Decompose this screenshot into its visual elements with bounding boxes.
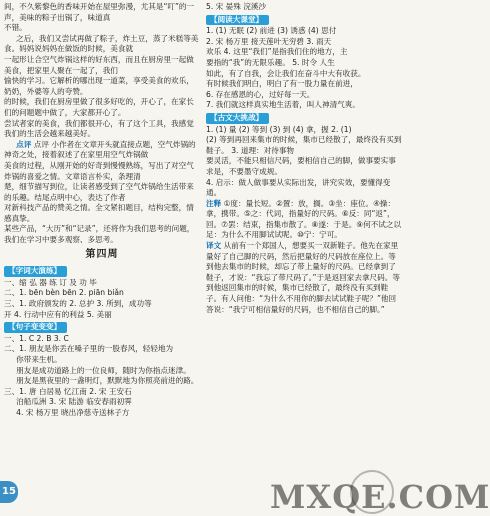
left-paragraph: 间，不久紫黎色的香味开始在屋里弥漫，尤其是“叮”的一声，美味的粽子出锅了，味道真 (4, 2, 195, 22)
vocab-item: 三、1. 政府颁发的 2. 总护 3. 所到，成功等 (4, 299, 152, 309)
notes-label: 注释 (206, 198, 222, 208)
reading-item: 有时候我们明白，明白了有一股力量在前进， (206, 79, 358, 89)
sentence-item: 一、1. C 2. B 3. C (4, 333, 69, 343)
section-heading-vocab: 【字词大演练】 (4, 266, 67, 277)
sentence-item: 朋友是黑夜里的一盏明灯，默默地为你照亮前进的路。 (16, 376, 199, 386)
classical-item: 4. 启示：做人做事要从实际出发，讲究实效，要懂得变通。 (206, 177, 391, 198)
left-paragraph: 不错。 (4, 23, 27, 33)
translation-label: 译文 (206, 241, 222, 251)
section-heading-reading: 【阅读大课堂】 (206, 15, 269, 26)
sentence-item: 三、1. 唐 白居易 忆江南 2. 宋 王安石 (4, 386, 132, 396)
sentence-item: 二、1. 朋友是你丢在嗓子里的一股春风，轻轻地为 (4, 344, 174, 354)
reading-item: 1. (1) 无眠 (2) 前进 (3) 诱惑 (4) 思付 (206, 26, 337, 36)
notes-paragraph (206, 199, 402, 241)
right-top-line: 5. 宋 晏殊 浣溪沙 (206, 2, 267, 11)
sentence-item: 泊船瓜洲 3. 宋 陆游 临安春雨初霁 (16, 397, 132, 407)
commentary-paragraph: 点评 点评 小作者在文章开头就直接点题，空气炸锅的神奇之处，接着叙述了在家里用空气炸锅做 (4, 139, 196, 160)
section-heading-sentence: 【句子变变变】 (4, 322, 67, 333)
reading-item: 6. 存在感恩的心，过好每一天。 (206, 89, 315, 99)
notes-text: ①度：量长短。②置：放，搁。③坐：座位。④操：拿，携带。⑤之：代词，指量好的尺码。⑥反：同“返”，回。⑦罢：结束，指集市散了。⑧遂：于是。⑨何不试之以足：为什么不用脚试试呢。⑩宁：宁可。 (206, 198, 402, 240)
left-paragraph: 愉快的学习。它解析的哪出现一道菜，享受美食的欢乐，奶奶，外婆等人的夸赞。 (4, 76, 194, 96)
reading-item: 7. 我们就这样真实地生活着，叫人神清气爽。 (206, 100, 360, 110)
sentence-item: 你带来生机。 (16, 355, 62, 364)
reading-item: 如此，有了自我，会让我们在奋斗中大有收获。 (206, 68, 366, 78)
left-paragraph: 楚，细节描写到位，让读者感受到了空气炸锅给生活带来的乐趣。结尾点明中心，表达了作者 (4, 182, 194, 202)
translation-paragraph (206, 241, 402, 315)
vocab-item: 开 4. 行动中应有的利益 5. 美丽 (4, 309, 112, 319)
left-paragraph: 美食的过程，从刚开始的好奇到慢慢熟练，写出了对空气炸锅的喜爱之情。文章语言朴实，条理清 (4, 160, 194, 181)
left-paragraph: 的时候，我们在厨房里做了很多好吃的，开心了，在家长们的问题题中做了，大家都开心了。 (4, 97, 194, 117)
left-paragraph: 对新科技产品的赞美之情。全文紧扣题目，结构完整，情感真挚。 (4, 203, 194, 223)
classical-item: 要灵活，不能只相信尺码，要相信自己的脚，做事要实事求是，不要墨守成规。 (206, 156, 396, 176)
left-paragraph: 尝试者家的美食，我们都很开心，有了这个工具，我感觉我们的生活会越来越美好。 (4, 118, 194, 139)
section-heading-classical: 【古文大挑战】 (206, 113, 269, 124)
week-title: 第四周 (85, 248, 119, 260)
vocab-item: 二、1. bēn bèn bēn 2. piān biǎn (4, 288, 124, 298)
reading-item: 2. 宋 杨万里 接天莲叶无穷碧 3. 雨天 (206, 36, 332, 46)
left-paragraph: 之后，我们又尝试再做了粽子，炸土豆，蒸了米糕等美食。妈妈说妈妈在做饭的时候，美食就 (4, 33, 199, 54)
watermark-logo: MXQE.COM (270, 478, 490, 516)
vocab-item: 一、缩 弘 器 练 订 及 功 毕 (4, 277, 97, 287)
right-column (206, 2, 402, 315)
translation-text: 从前有一个郑国人，想要买一双新鞋子。他先在家里量好了自己脚的尺码，然后把量好的尺码放在座位上。等到他去集市的时候，却忘了带上量好的尺码。已经拿到了鞋子，才说：“我忘了带尺码了。”于是返回家去拿尺码。等到他返回集市的时候，集市已经散了，最终没有买到鞋子。有人问他：“为什么不用你的脚去试试鞋子呢？”他回答说：“我宁可相信量好的尺码，也不相信自己的脚。” (206, 241, 400, 314)
classical-item: (2) 等到再回来集市的时候，集市已经散了，最终没有买到鞋子。 3. 道理：对待事物 (206, 135, 402, 155)
sentence-item: 朋友是成功道路上的一位良师，随时为你指点迷津。 (16, 365, 191, 375)
reading-item: 欢乐 4. 这里“我们”是指我们住的地方，主 (206, 47, 348, 57)
sentence-item: 4. 宋 杨万里 晓出净慈寺送林子方 (16, 407, 130, 417)
classical-item: 1. (1) 量 (2) 等到 (3) 到 (4) 拿，握 2. (1) (206, 124, 352, 134)
page-number: 15 (0, 481, 18, 503)
left-paragraph: 一起形让合空气炸锅这样的好东西，而且在厨房里一起做美食，把家里人聚在一起了，我们 (4, 54, 194, 75)
left-paragraph: 某些产品，“大历”和“记录”，还将作为我们思考的问题，我们在学习中要多观察、多思考。 (4, 224, 195, 245)
commentary-label: 点评 (16, 139, 32, 149)
reading-item: 要指的“我”的无限乐趣。 5. 时令 人生 (206, 57, 335, 67)
left-column (4, 2, 200, 419)
